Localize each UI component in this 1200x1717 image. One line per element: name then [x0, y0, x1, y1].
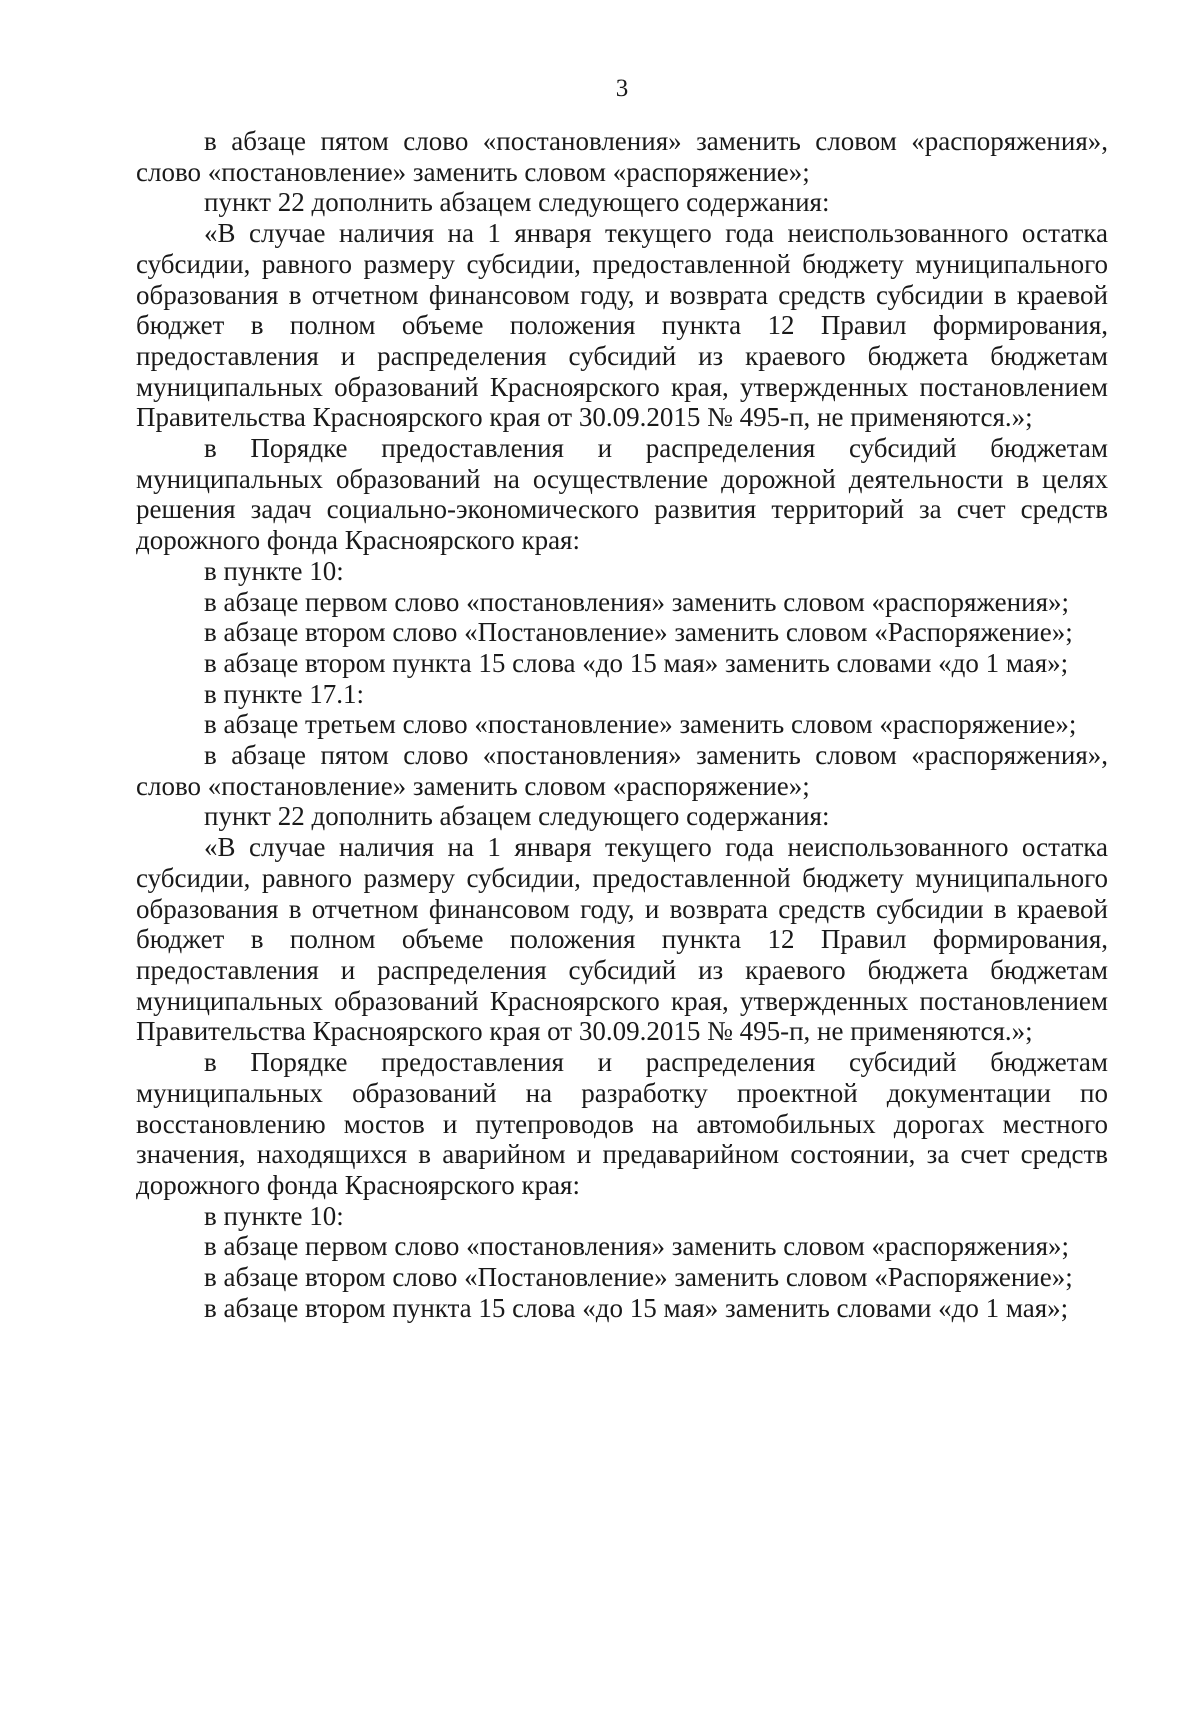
- paragraph: в абзаце первом слово «постановления» заменить словом «распоряжения»;: [204, 586, 1069, 617]
- paragraph: в Порядке предоставления и распределения субсидий бюджетам муниципальных образований на разработку проектной документации по восстановлению мостов и путепроводов на автомобильных дорогах местного значения, находящихся в аварийном и предаварийном состоянии, за счет средств дорожного фонда Красноярского края:: [136, 1047, 1108, 1200]
- paragraph: «В случае наличия на 1 января текущего года неиспользованного остатка субсидии, равного размеру субсидии, предоставленной бюджету муниципального образования в отчетном финансовом году, и возврата средств субсидии в краевой бюджет в полном объеме положения пункта 12 Правил формирования, предоставления и распределения субсидий из краевого бюджета бюджетам муниципальных образований Красноярского края, утвержденных постановлением Правительства Красноярского края от 30.09.2015 № 495-п, не применяются.»;: [136, 218, 1108, 433]
- paragraph: в Порядке предоставления и распределения субсидий бюджетам муниципальных образований на осуществление дорожной деятельности в целях решения задач социально-экономического развития территорий за счет средств дорожного фонда Красноярского края:: [136, 433, 1108, 556]
- paragraph: «В случае наличия на 1 января текущего года неиспользованного остатка субсидии, равного размеру субсидии, предоставленной бюджету муниципального образования в отчетном финансовом году, и возврата средств субсидии в краевой бюджет в полном объеме положения пункта 12 Правил формирования, предоставления и распределения субсидий из краевого бюджета бюджетам муниципальных образований Красноярского края, утвержденных постановлением Правительства Красноярского края от 30.09.2015 № 495-п, не применяются.»;: [136, 832, 1108, 1047]
- paragraph: в пункте 10:: [204, 1200, 344, 1231]
- paragraph: в абзаце первом слово «постановления» заменить словом «распоряжения»;: [204, 1231, 1069, 1262]
- paragraph: в пункте 17.1:: [204, 678, 364, 709]
- document-body: [136, 126, 1108, 1323]
- paragraph: в абзаце третьем слово «постановление» заменить словом «распоряжение»;: [204, 709, 1077, 740]
- paragraph: в абзаце пятом слово «постановления» заменить словом «распоряжения», слово «постановление» заменить словом «распоряжение»;: [136, 740, 1108, 801]
- paragraph: в абзаце втором пункта 15 слова «до 15 мая» заменить словами «до 1 мая»;: [204, 647, 1069, 678]
- page-number: 3: [615, 75, 629, 102]
- paragraph: в абзаце втором слово «Постановление» заменить словом «Распоряжение»;: [204, 617, 1073, 648]
- paragraph: пункт 22 дополнить абзацем следующего содержания:: [204, 801, 830, 832]
- paragraph: в пункте 10:: [204, 555, 344, 586]
- paragraph: в абзаце пятом слово «постановления» заменить словом «распоряжения», слово «постановление» заменить словом «распоряжение»;: [136, 126, 1108, 187]
- paragraph: пункт 22 дополнить абзацем следующего содержания:: [204, 187, 830, 218]
- paragraph: в абзаце втором пункта 15 слова «до 15 мая» заменить словами «до 1 мая»;: [204, 1292, 1069, 1323]
- paragraph: в абзаце втором слово «Постановление» заменить словом «Распоряжение»;: [204, 1262, 1073, 1293]
